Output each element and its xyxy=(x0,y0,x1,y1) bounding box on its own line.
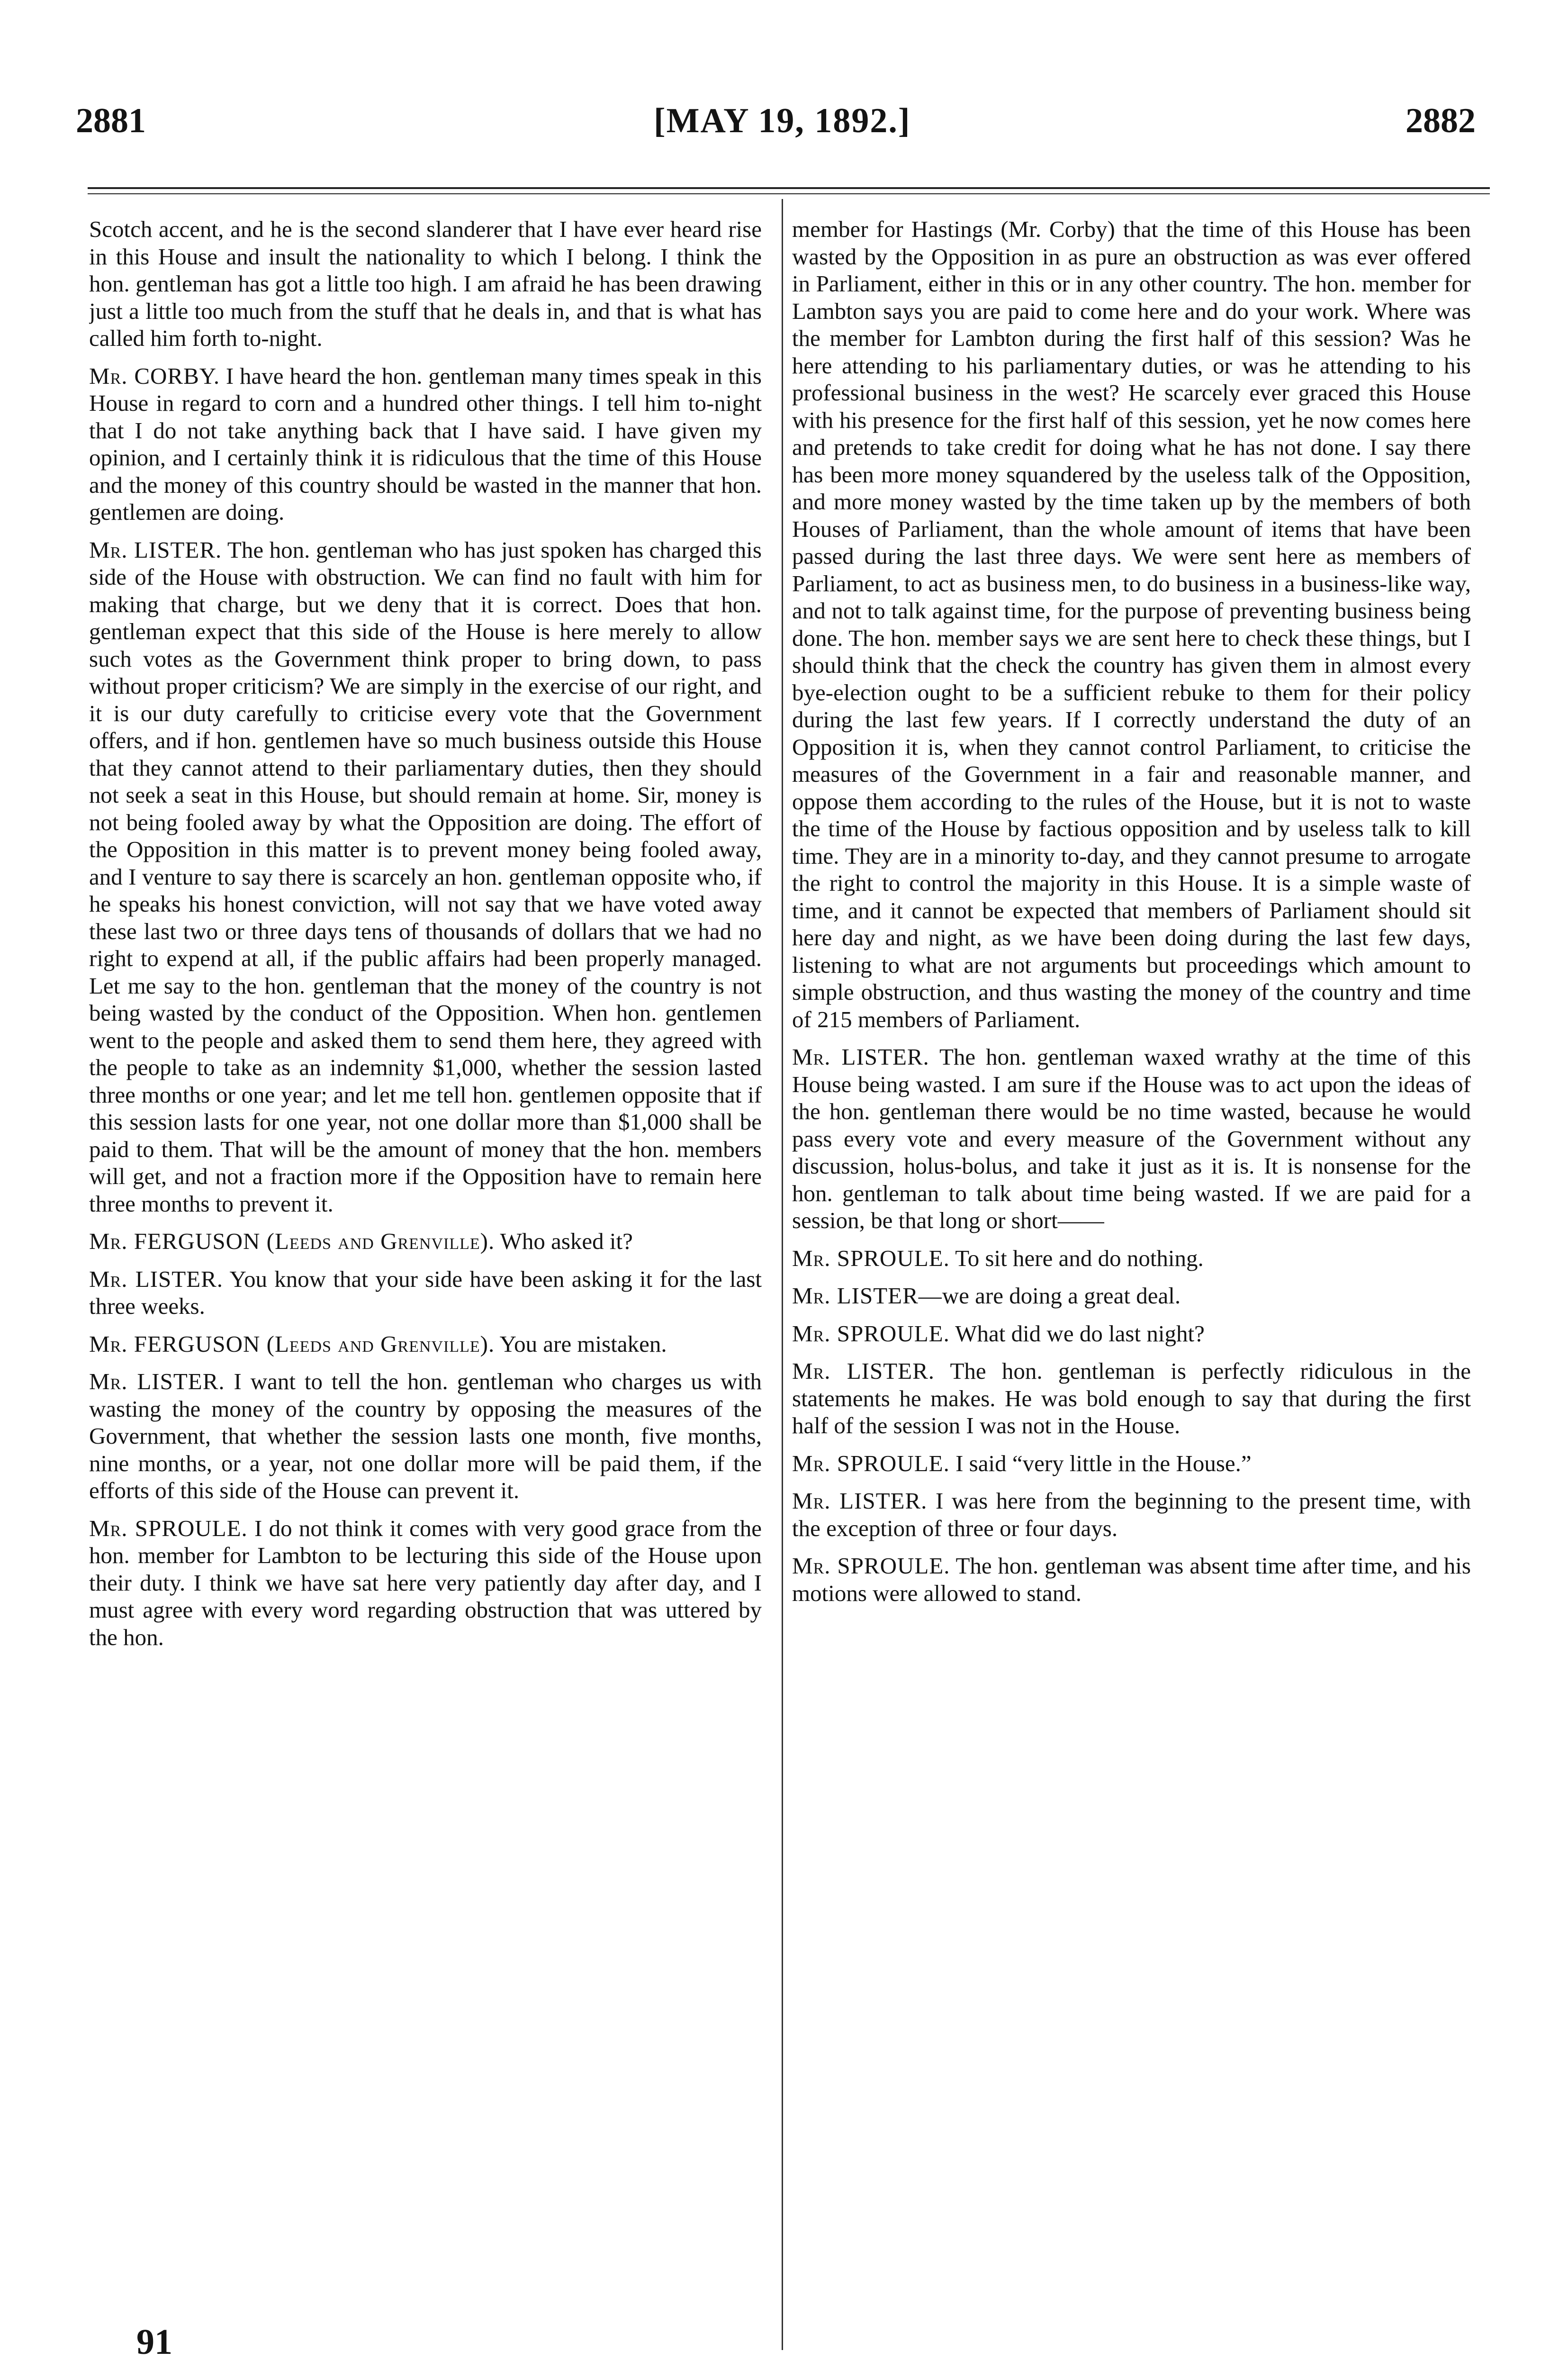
speech-text: I was here from the beginning to the present time, with the exception of three or four days. xyxy=(792,1488,1471,1541)
header-rule xyxy=(88,187,1490,189)
right-column xyxy=(792,216,1471,2369)
speaker-name: Mr. LISTER. xyxy=(792,1358,935,1384)
signature-mark: 91 xyxy=(136,2322,172,2362)
speaker-name: Mr. SPROULE. xyxy=(792,1245,950,1271)
column-divider xyxy=(782,199,783,2350)
speech-text: I want to tell the hon. gentleman who charges us with wasting the money of the country by opposing the measures of the Government, that whether the session lasts one month, five months, nine months, or a year, not one dollar more will be paid them, if the efforts of this side of the House can prevent it. xyxy=(89,1368,762,1503)
speech-text: What did we do last night? xyxy=(955,1320,1205,1347)
speech-text: I have heard the hon. gentleman many times speak in this House in regard to corn and a hundred other things. I tell him to-night that I do not take anything back that I have said. I have given my opinion, and I certainly think it is ridiculous that the time of this House and the money of this country should be wasted in the manner that hon. gentlemen are doing. xyxy=(89,362,762,525)
speech-paragraph xyxy=(792,1320,1471,1347)
speech-text: I do not think it comes with very good grace from the hon. member for Lambton to be lecturing this side of the House upon their duty. I think we have sat here very patiently day after day, and I must agree with every word regarding obstruction that was uttered by the hon. xyxy=(89,1515,762,1650)
paragraph: member for Hastings (Mr. Corby) that the time of this House has been wasted by the Opposition in as pure an obstruction as was ever offered in Parliament, either in this or in any other country. The hon. member for Lambton says you are paid to come here and do your work. Where was the member for Lambton during the first half of this session? Was he here attending to his parliamentary duties, or was he attending to his professional business in the west? He scarcely ever graced this House with his presence for the first half of this session, yet he now comes here and pretends to take credit for doing what he has not done. I say there has been more money squandered by the useless talk of the Opposition, and more money wasted by the time taken up by the members of both Houses of Parliament, than the whole amount of items that have been passed during the last three days. We were sent here as members of Parliament, to act as business men, to do business in a business-like way, and not to talk against time, for the purpose of preventing business being done. The hon. member says we are sent here to check these things, but I should think that the check the country has given them in almost every bye-election ought to be a sufficient rebuke to them for their policy during the last few years. If I correctly understand the duty of an Opposition it is, when they cannot control Parliament, to criticise the measures of the Government in a fair and reasonable manner, and oppose them according to the rules of the House, but it is not to waste the time of the House by factious opposition and by useless talk to kill time. They are in a minority to-day, and they cannot presume to arrogate the right to control the majority in this House. It is a simple waste of time, and it cannot be expected that members of Parliament should sit here day and night, as we have been doing during the last few days, listening to what are not arguments but proceedings which amount to simple obstruction, and thus wasting the money of the country and time of 215 members of Parliament. xyxy=(792,216,1471,1032)
speech-paragraph xyxy=(792,1245,1471,1272)
speaker-name: Mr. FERGUSON (Leeds and Grenville). xyxy=(89,1330,495,1357)
speech-paragraph xyxy=(89,1515,762,1651)
speech-text: To sit here and do nothing. xyxy=(955,1245,1204,1271)
speech-paragraph xyxy=(89,1228,762,1255)
speaker-name: Mr. LISTER. xyxy=(792,1488,928,1514)
speech-text: The hon. gentleman who has just spoken has charged this side of the House with obstruction. We can find no fault with him for making that charge, but we deny that it is correct. Does that hon. gentleman expect that this side of the House is here merely to allow such votes as the Government think proper to bring down, to pass without proper criticism? We are simply in the exercise of our right, and it is our duty carefully to criticise every vote that the Government offers, and if hon. gentlemen have so much business outside this House that they cannot attend to their parliamentary duties, then they should not seek a seat in this House, but should remain at home. Sir, money is not being fooled away by what the Opposition are doing. The effort of the Opposition in this matter is to prevent money being fooled away, and I venture to say there is scarcely an hon. gentleman opposite who, if he speaks his honest conviction, will not say that we have voted away these last two or three days tens of thousands of dollars that we had no right to expend at all, if the public affairs had been properly managed. Let me say to the hon. gentleman that the money of the country is not being wasted by the conduct of the Opposition. When hon. gentlemen went to the people and asked them to send them here, they agreed with the people to take as an indemnity $1,000, whether the session lasted three months or one year; and let me tell hon. gentlemen opposite that if this session lasts for one year, not one dollar more than $1,000 shall be paid to them. That will be the amount of money that the hon. members will get, and not a fraction more if the Opposition have to remain here three months to prevent it. xyxy=(89,536,762,1217)
left-page-number: 2881 xyxy=(76,101,146,140)
speaker-name: Mr. SPROULE. xyxy=(792,1450,950,1476)
speech-text: I said “very little in the House.” xyxy=(955,1450,1252,1476)
paragraph: Scotch accent, and he is the second slanderer that I have ever heard rise in this House and insult the nationality to which I belong. I think the hon. gentleman has got a little too high. I am afraid he has been drawing just a little too much from the stuff that he deals in, and that is what has called him forth to-night. xyxy=(89,216,762,351)
speech-paragraph xyxy=(792,1552,1471,1607)
header-rule-thin xyxy=(88,193,1490,194)
speech-text: You know that your side have been asking it for the last three weeks. xyxy=(89,1266,762,1319)
speaker-name: Mr. LISTER. xyxy=(89,1368,225,1394)
speech-text: The hon. gentleman was absent time after time, and his motions were allowed to stand. xyxy=(792,1553,1471,1606)
speech-text: Who asked it? xyxy=(500,1228,633,1254)
speech-paragraph xyxy=(89,362,762,526)
speaker-name: Mr. SPROULE. xyxy=(792,1320,950,1347)
speech-paragraph xyxy=(89,1330,762,1358)
speech-paragraph xyxy=(89,1266,762,1320)
speech-paragraph xyxy=(89,1368,762,1504)
speech-text: The hon. gentleman waxed wrathy at the time of this House being wasted. I am sure if the House was to act upon the ideas of the hon. gentleman there would be no time wasted, because he would pass every vote and every measure of the Government without any discussion, holus-bolus, and take it just as it is. It is nonsense for the hon. gentleman to talk about time being wasted. If we are paid for a session, be that long or short—— xyxy=(792,1044,1471,1233)
speaker-name: Mr. LISTER. xyxy=(89,1266,224,1292)
left-column xyxy=(89,216,762,2369)
speaker-name: Mr. CORBY. xyxy=(89,362,220,389)
page-date-header: [MAY 19, 1892.] xyxy=(654,101,911,140)
speech-text: You are mistaken. xyxy=(499,1330,667,1357)
speech-text: we are doing a great deal. xyxy=(942,1283,1181,1309)
speech-text: The hon. gentleman is perfectly ridiculous in the statements he makes. He was bold enough to say that during the first half of the session I was not in the House. xyxy=(792,1358,1471,1438)
speaker-name: Mr. LISTER. xyxy=(89,536,222,563)
speech-paragraph xyxy=(89,536,762,1218)
speaker-name: Mr. LISTER. xyxy=(792,1044,929,1070)
speaker-name: Mr. SPROULE. xyxy=(89,1515,248,1541)
speech-paragraph xyxy=(792,1487,1471,1542)
speaker-name: Mr. FERGUSON (Leeds and Grenville). xyxy=(89,1228,495,1254)
speech-paragraph xyxy=(792,1450,1471,1477)
speech-paragraph xyxy=(792,1357,1471,1439)
speaker-name: Mr. SPROULE. xyxy=(792,1553,950,1579)
speech-paragraph xyxy=(792,1282,1471,1310)
speaker-name: Mr. LISTER— xyxy=(792,1283,942,1309)
speech-paragraph xyxy=(792,1043,1471,1234)
right-page-number: 2882 xyxy=(1406,101,1476,140)
